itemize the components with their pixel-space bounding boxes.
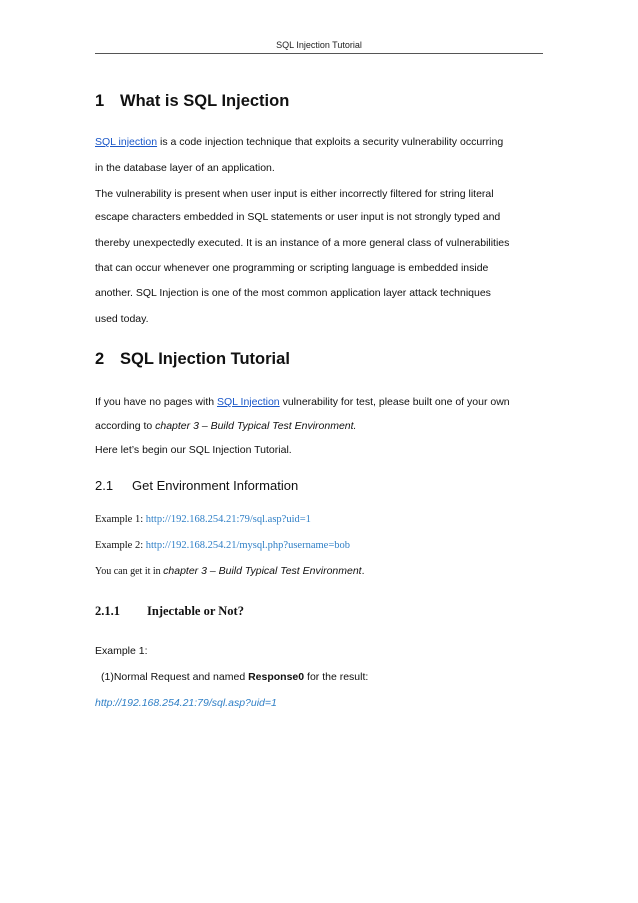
s1-line-2: in the database layer of an application. xyxy=(95,162,275,174)
chapter-3-reference: chapter 3 – Build Typical Test Environment. xyxy=(155,420,357,432)
s1-line-8: used today. xyxy=(95,313,149,325)
environment-note-pre: You can get it in xyxy=(95,566,164,577)
s1-line-1 xyxy=(95,136,503,148)
section-2-1-title: Get Environment Information xyxy=(132,478,299,493)
s1-line-7: another. SQL Injection is one of the most common application layer attack techniques xyxy=(95,287,491,299)
s1-line-1-text: is a code injection technique that exploits a security vulnerability occurring xyxy=(157,136,504,148)
s2-line-1 xyxy=(95,396,510,408)
s2-line-2-pre: according to xyxy=(95,420,156,432)
s2-line-3: Here let’s begin our SQL Injection Tutorial. xyxy=(95,444,292,456)
running-header: SQL Injection Tutorial xyxy=(276,40,362,50)
section-2-1-1-title: Injectable or Not? xyxy=(147,604,244,618)
section-2-1-heading xyxy=(95,478,298,493)
section-2-1-1-number: 2.1.1 xyxy=(95,604,120,618)
s2-line-1-pre: If you have no pages with xyxy=(95,396,217,408)
header-rule xyxy=(95,53,543,54)
example-2-line xyxy=(95,540,350,551)
example-1-label: Example 1: xyxy=(95,514,146,525)
s1-line-4: escape characters embedded in SQL statements or user input is not strongly typed and xyxy=(95,211,501,223)
environment-note xyxy=(95,565,365,577)
step-post: for the result: xyxy=(304,671,369,683)
section-2-heading xyxy=(95,350,290,369)
section-2-title: SQL Injection Tutorial xyxy=(120,350,290,368)
example-1-line xyxy=(95,514,311,525)
normal-request-step xyxy=(101,671,368,683)
environment-note-post: . xyxy=(361,565,365,577)
step-pre: (1)Normal Request and named xyxy=(101,671,249,683)
chapter-3-reference-2: chapter 3 – Build Typical Test Environment xyxy=(163,565,362,577)
section-1-heading xyxy=(95,92,289,111)
section-1-number: 1 xyxy=(95,92,105,110)
example-1-url[interactable]: http://192.168.254.21:79/sql.asp?uid=1 xyxy=(145,514,311,525)
example-1-heading: Example 1: xyxy=(95,645,148,657)
s2-line-2 xyxy=(95,420,356,432)
s1-line-5: thereby unexpectedly executed. It is an instance of a more general class of vulnerabilities xyxy=(95,237,510,249)
section-1-title: What is SQL Injection xyxy=(120,92,290,110)
example-2-label: Example 2: xyxy=(95,540,146,551)
section-2-1-number: 2.1 xyxy=(95,478,114,493)
response0-label: Response0 xyxy=(248,671,305,683)
normal-request-url xyxy=(95,697,277,709)
sql-injection-link-2[interactable]: SQL Injection xyxy=(217,396,280,408)
s1-line-6: that can occur whenever one programming or scripting language is embedded inside xyxy=(95,262,489,274)
section-2-1-1-heading xyxy=(95,604,244,619)
s2-line-1-post: vulnerability for test, please built one of your own xyxy=(279,396,510,408)
sql-injection-link[interactable]: SQL injection xyxy=(95,136,158,148)
s1-line-3: The vulnerability is present when user input is either incorrectly filtered for string literal xyxy=(95,188,494,200)
example-2-url[interactable]: http://192.168.254.21/mysql.php?username=bob xyxy=(145,540,350,551)
section-2-number: 2 xyxy=(95,350,105,368)
normal-request-url-text[interactable]: http://192.168.254.21:79/sql.asp?uid=1 xyxy=(95,697,277,709)
